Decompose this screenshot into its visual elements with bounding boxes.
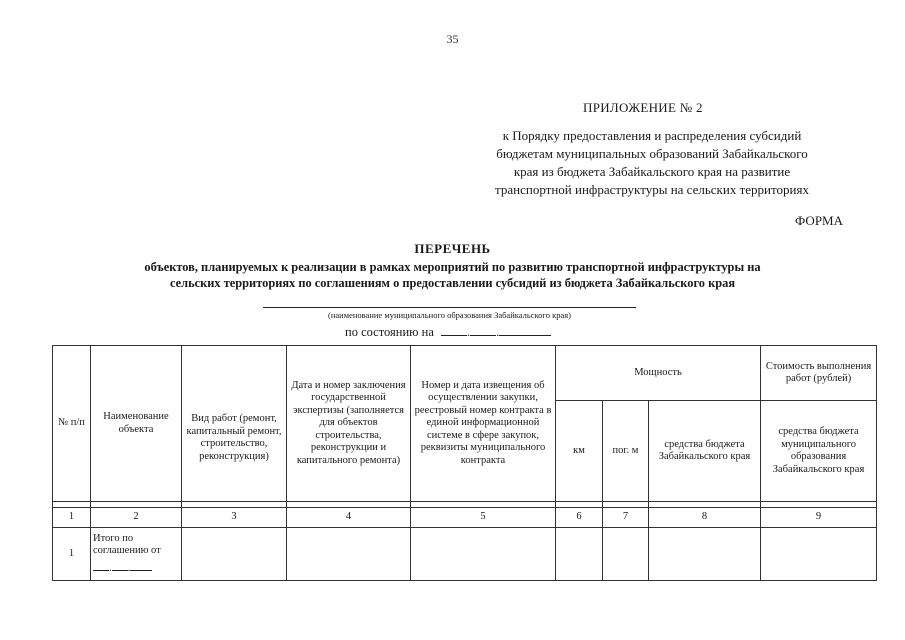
objects-table: [52, 345, 877, 581]
header-regional-budget: средства бюджета Забайкальского края: [649, 401, 761, 502]
appendix-line: транспортной инфраструктуры на сельских территориях: [495, 182, 809, 197]
total-month-blank[interactable]: [112, 558, 128, 571]
form-label: ФОРМА: [795, 213, 843, 228]
table-cell-empty[interactable]: [761, 528, 877, 581]
total-row-num: 1: [53, 528, 91, 581]
header-num: № п/п: [53, 346, 91, 502]
municipality-caption: (наименование муниципального образования Забайкальского края): [328, 310, 571, 320]
header-capacity: Мощность: [556, 346, 761, 401]
as-of-label: по состоянию на: [345, 325, 434, 339]
table-header-row: [53, 346, 877, 401]
total-day-blank[interactable]: [93, 558, 109, 571]
header-km: км: [556, 401, 603, 502]
date-separator: .: [467, 325, 471, 339]
date-separator: .: [109, 562, 112, 574]
total-label-text: Итого по соглашению от: [93, 532, 161, 557]
date-separator: .: [127, 562, 131, 574]
header-object-name: Наименование объекта: [91, 346, 182, 502]
header-expertise: Дата и номер заключения государственной экспертизы (заполняется для объектов строительства, реконструкции и капитального ремонта): [287, 346, 411, 502]
total-row-label: [91, 528, 182, 581]
table-row-total: [53, 528, 877, 581]
as-of-date: [345, 323, 551, 340]
column-number: 2: [91, 508, 182, 528]
header-procurement: Номер и дата извещения об осуществлении закупки, реестровый номер контракта в единой информационной системе в сфере закупок, реквизиты муниципального контракта: [411, 346, 556, 502]
day-blank[interactable]: [441, 323, 467, 336]
column-number: 4: [287, 508, 411, 528]
table-cell-empty[interactable]: [182, 528, 287, 581]
appendix-line: бюджетам муниципальных образований Забайкальского: [496, 146, 808, 161]
column-number: 9: [761, 508, 877, 528]
page-number: 35: [446, 32, 459, 46]
header-work-type: Вид работ (ремонт, капитальный ремонт, строительство, реконструкция): [182, 346, 287, 502]
header-cost: Стоимость выполнения работ (рублей): [761, 346, 877, 401]
table-cell-empty[interactable]: [556, 528, 603, 581]
year-blank[interactable]: [499, 323, 551, 336]
document-title: ПЕРЕЧЕНЬ: [414, 241, 491, 256]
subtitle-line: объектов, планируемых к реализации в рамках мероприятий по развитию транспортной инфраструктуры на: [144, 260, 761, 274]
table-cell-empty[interactable]: [603, 528, 649, 581]
document-subtitle: [55, 259, 850, 291]
column-number: 6: [556, 508, 603, 528]
total-year-blank[interactable]: [130, 558, 152, 571]
column-number: 7: [603, 508, 649, 528]
month-blank[interactable]: [470, 323, 496, 336]
date-separator: .: [496, 325, 500, 339]
column-number: 5: [411, 508, 556, 528]
appendix-description: [462, 127, 842, 199]
subtitle-line: сельских территориях по соглашениям о предоставлении субсидий из бюджета Забайкальского края: [169, 276, 736, 290]
appendix-line: к Порядку предоставления и распределения субсидий: [502, 128, 802, 143]
appendix-line: края из бюджета Забайкальского края на развитие: [513, 164, 791, 179]
header-pog-m: пог. м: [603, 401, 649, 502]
column-number-row: [53, 508, 877, 528]
column-number: 1: [53, 508, 91, 528]
table-cell-empty[interactable]: [287, 528, 411, 581]
column-number: 3: [182, 508, 287, 528]
column-number: 8: [649, 508, 761, 528]
table-cell-empty[interactable]: [411, 528, 556, 581]
appendix-title: ПРИЛОЖЕНИЕ № 2: [583, 100, 703, 115]
table-cell-empty[interactable]: [649, 528, 761, 581]
municipality-fill-line[interactable]: [263, 307, 636, 308]
header-municipal-budget: средства бюджета муниципального образования Забайкальского края: [761, 401, 877, 502]
